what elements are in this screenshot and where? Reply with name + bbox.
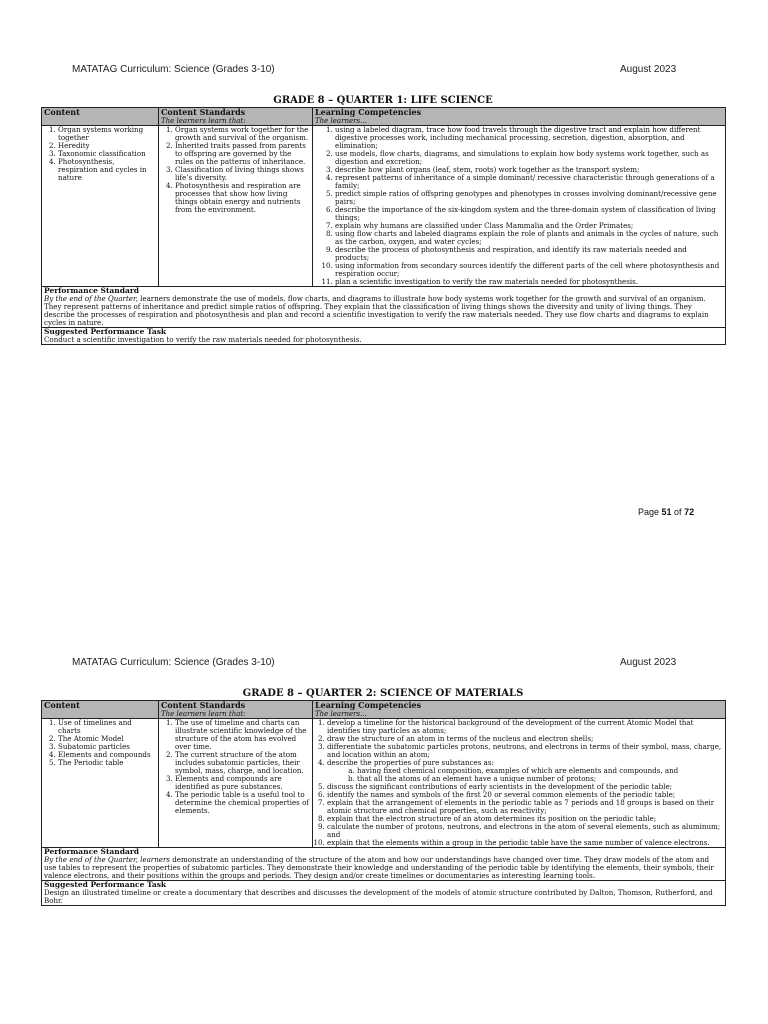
column-header-content: Content xyxy=(42,108,159,126)
table-header-row xyxy=(42,108,726,126)
content-cell xyxy=(42,126,159,287)
header-right: August 2023 xyxy=(620,657,677,668)
performance-task-cell xyxy=(42,881,726,906)
table-header-row xyxy=(42,701,726,719)
performance-standard-label: Performance Standard xyxy=(44,286,140,295)
performance-task-text: Design an illustrated timeline or create a documentary that describes and discusses the development of the models of atomic structure contributed by Dalton, Thomson, Rutherford, and Bohr. xyxy=(44,888,713,905)
list-item: 5. The Periodic table xyxy=(58,759,156,767)
competencies-cell xyxy=(313,719,726,848)
performance-lead: By the end of the Quarter, xyxy=(44,294,138,303)
performance-task-text: Conduct a scientific investigation to verify the raw materials needed for photosynthesis. xyxy=(44,335,362,344)
performance-standard-row xyxy=(42,848,726,881)
list-item: 9. describe the process of photosynthesis and respiration, and identify its raw materials needed and products; xyxy=(335,246,723,262)
performance-lead: By the end of the Quarter, learners xyxy=(44,855,170,864)
list-item: 6. identify the names and symbols of the first 20 or several common elements of the periodic table; xyxy=(327,791,723,799)
header-left: MATATAG Curriculum: Science (Grades 3-10) xyxy=(72,64,275,75)
column-header-competencies: Learning Competencies The learners… xyxy=(313,108,726,126)
page-title: GRADE 8 – QUARTER 1: LIFE SCIENCE xyxy=(273,95,493,106)
list-item: 5. predict simple ratios of offspring genotypes and phenotypes in crosses involving dominant/recessive gene pairs; xyxy=(335,190,723,206)
table-row xyxy=(42,719,726,848)
list-item: 2. The current structure of the atom includes subatomic particles, their symbol, mass, charge, and location. xyxy=(175,751,310,775)
list-item: 2. Heredity xyxy=(58,142,156,150)
list-item: 2. draw the structure of an atom in terms of the nucleus and electron shells; xyxy=(327,735,723,743)
list-item: 1. Organ systems work together for the growth and survival of the organism. xyxy=(175,126,310,142)
list-item: 7. explain why humans are classified under Class Mammalia and the Order Primates; xyxy=(335,222,723,230)
page-number: Page 51 of 72 xyxy=(638,507,695,517)
list-item: 6. describe the importance of the six-kingdom system and the three-domain system of classification of living things; xyxy=(335,206,723,222)
column-header-standards: Content Standards The learners learn that: xyxy=(159,108,313,126)
performance-standard-label: Performance Standard xyxy=(44,847,140,856)
sub-list-item: b. that all the atoms of an element have a unique number of protons; xyxy=(357,775,723,783)
performance-text: learners demonstrate the use of models, flow charts, and diagrams to illustrate how body systems work together for the growth and survival of an organism. They represent patterns of inheritance and predict simple ratios of offspring. They explain that the classification of living things shows the diversity and unity of living things. They describe the processes of respiration and photosynthesis and plan and record a scientific investigation to verify the raw materials needed. They use flow charts and diagrams to explain cycles in nature. xyxy=(44,294,709,327)
list-item: 1. The use of timeline and charts can illustrate scientific knowledge of the structure of the atom has evolved over time. xyxy=(175,719,310,751)
list-item: 3. Elements and compounds are identified as pure substances. xyxy=(175,775,310,791)
list-item: 10. using information from secondary sources identify the different parts of the cell where photosynthesis and respiration occur; xyxy=(335,262,723,278)
list-item: 3. Classification of living things shows life’s diversity. xyxy=(175,166,310,182)
performance-task-row xyxy=(42,328,726,345)
sub-list-item: a. having fixed chemical composition, examples of which are elements and compounds, and xyxy=(357,767,723,775)
list-item: 8. explain that the electron structure of an atom determines its position on the periodic table; xyxy=(327,815,723,823)
list-item: 7. explain that the arrangement of elements in the periodic table as 7 periods and 18 groups is based on their atomic structure and chemical properties, such as reactivity; xyxy=(327,799,723,815)
column-header-competencies: Learning Competencies The learners… xyxy=(313,701,726,719)
list-item: 1. Organ systems working together xyxy=(58,126,156,142)
standards-cell xyxy=(159,719,313,848)
list-item: 2. Inherited traits passed from parents to offspring are governed by the rules on the patterns of inheritance. xyxy=(175,142,310,166)
table-row xyxy=(42,126,726,287)
list-item: 2. The Atomic Model xyxy=(58,735,156,743)
performance-task-label: Suggested Performance Task xyxy=(44,327,167,336)
list-item: 9. calculate the number of protons, neutrons, and electrons in the atom of several elements, such as aluminum; and xyxy=(327,823,723,839)
standards-cell xyxy=(159,126,313,287)
list-item: 4. Photosynthesis, respiration and cycles in nature xyxy=(58,158,156,182)
list-item: 4. Photosynthesis and respiration are processes that show how living things obtain energy and nutrients from the environment. xyxy=(175,182,310,214)
performance-text: demonstrate an understanding of the structure of the atom and how our understandings have changed over time. They draw models of the atom and use tables to represent the properties of subatomic particles. They demonstrate their knowledge and understanding of the periodic table by identifying the elements, their symbols, their valence electrons, and their positions within the groups and periods. They design and/or create timelines or documentaries as interesting learning tools. xyxy=(44,855,714,880)
performance-standard-row xyxy=(42,287,726,328)
list-item: 4. Elements and compounds xyxy=(58,751,156,759)
performance-task-cell xyxy=(42,328,726,345)
list-item: 5. discuss the significant contributions of early scientists in the development of the periodic table; xyxy=(327,783,723,791)
list-item: 8. using flow charts and labeled diagrams explain the role of plants and animals in the cycles of nature, such as the carbon, oxygen, and water cycles; xyxy=(335,230,723,246)
list-item: 4. represent patterns of inheritance of a simple dominant/ recessive characteristic through generations of a family; xyxy=(335,174,723,190)
list-item: 3. differentiate the subatomic particles protons, neutrons, and electrons in terms of their symbol, mass, charge, and location within an atom; xyxy=(327,743,723,759)
header-left: MATATAG Curriculum: Science (Grades 3-10) xyxy=(72,657,275,668)
page-title: GRADE 8 – QUARTER 2: SCIENCE OF MATERIALS xyxy=(242,688,524,699)
competencies-cell xyxy=(313,126,726,287)
list-item: 10. explain that the elements within a group in the periodic table have the same number of valence electrons. xyxy=(327,839,723,847)
list-item: 4. describe the properties of pure substances as: a. having fixed chemical composition, examples of which are elements and compounds, and b. that all the atoms of an element have a unique number of protons; xyxy=(327,759,723,783)
performance-standard-cell xyxy=(42,287,726,328)
curriculum-table xyxy=(41,700,726,906)
list-item: 3. describe how plant organs (leaf, stem, roots) work together as the transport system; xyxy=(335,166,723,174)
curriculum-table xyxy=(41,107,726,345)
list-item: 4. The periodic table is a useful tool to determine the chemical properties of elements. xyxy=(175,791,310,815)
performance-task-row xyxy=(42,881,726,906)
list-item: 1. Use of timelines and charts xyxy=(58,719,156,735)
content-cell xyxy=(42,719,159,848)
list-item: 3. Taxonomic classification xyxy=(58,150,156,158)
list-item: 2. use models, flow charts, diagrams, and simulations to explain how body systems work together, such as digestion and excretion; xyxy=(335,150,723,166)
header-right: August 2023 xyxy=(620,64,677,75)
column-header-content: Content xyxy=(42,701,159,719)
list-item: 1. develop a timeline for the historical background of the development of the current Atomic Model that identifies tiny particles as atoms; xyxy=(327,719,723,735)
list-item: 11. plan a scientific investigation to verify the raw materials needed for photosynthesis. xyxy=(335,278,723,286)
performance-task-label: Suggested Performance Task xyxy=(44,880,167,889)
list-item: 1. using a labeled diagram, trace how food travels through the digestive tract and explain how different digestive processes work, including mechanical processing, secretion, digestion, absorption, and elimination; xyxy=(335,126,723,150)
column-header-standards: Content Standards The learners learn that: xyxy=(159,701,313,719)
performance-standard-cell xyxy=(42,848,726,881)
list-item: 3. Subatomic particles xyxy=(58,743,156,751)
